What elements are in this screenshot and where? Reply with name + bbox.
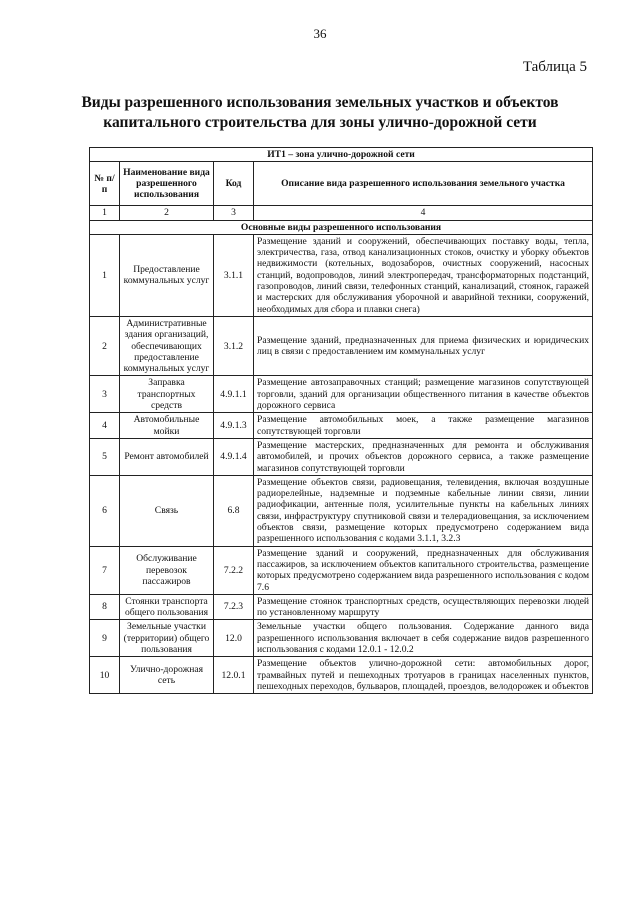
table-row [90,546,593,594]
row-number: 3 [90,376,120,413]
use-type-code: 4.9.1.3 [214,413,254,439]
column-index: 3 [214,206,254,220]
use-type-description: Размещение автомобильных моек, а также размещение магазинов сопутствующей торговли [254,413,593,439]
row-number: 2 [90,316,120,375]
column-index: 4 [254,206,593,220]
column-header-row [90,162,593,206]
use-type-code: 4.9.1.1 [214,376,254,413]
row-number: 8 [90,594,120,620]
row-number: 1 [90,234,120,316]
table-row [90,234,593,316]
row-number: 9 [90,620,120,657]
column-header-desc: Описание вида разрешенного использования земельного участка [254,162,593,206]
use-type-description: Размещение зданий и сооружений, предназначенных для обслуживания пассажиров, за исключением объектов капитального строительства, размещение которых предусмотрено содержанием вида разрешенного использования с кодом 7.6 [254,546,593,594]
row-number: 10 [90,657,120,694]
column-index-row [90,206,593,220]
use-type-description: Размещение мастерских, предназначенных для ремонта и обслуживания автомобилей, и прочих объектов дорожного сервиса, а также размещение магазинов сопутствующей торговли [254,438,593,475]
table-row [90,657,593,694]
row-number: 5 [90,438,120,475]
table-row [90,438,593,475]
use-type-description: Размещение зданий, предназначенных для приема физических и юридических лиц в связи с предоставлением им коммунальных услуг [254,316,593,375]
zone-header-row [90,148,593,162]
use-type-name: Ремонт автомобилей [120,438,214,475]
use-type-code: 7.2.2 [214,546,254,594]
use-type-name: Предоставление коммунальных услуг [120,234,214,316]
table-row [90,594,593,620]
column-header-num: № п/п [90,162,120,206]
use-type-description: Земельные участки общего пользования. Содержание данного вида разрешенного использования включает в себя содержание видов разрешенного использования с кодами 12.0.1 - 12.0.2 [254,620,593,657]
row-number: 7 [90,546,120,594]
column-header-name: Наименование вида разрешенного использования [120,162,214,206]
use-type-description: Размещение объектов улично-дорожной сети: автомобильных дорог, трамвайных путей и пешеходных тротуаров в границах населенных пунктов, пешеходных переходов, бульваров, площадей, проездов, велодорожек и объектов [254,657,593,694]
row-number: 4 [90,413,120,439]
use-type-name: Обслуживание перевозок пассажиров [120,546,214,594]
section-header: Основные виды разрешенного использования [90,220,593,234]
use-type-code: 7.2.3 [214,594,254,620]
use-type-description: Размещение объектов связи, радиовещания, телевидения, включая воздушные радиорелейные, надземные и подземные кабельные линии связи, линии радиофикации, антенные поля, усилительные пункты на кабельных линиях связи, инфраструктуру спутниковой связи и телерадиовещания, за исключением объектов связи, размещение которых предусмотрено содержанием вида разрешенного использования с кодами 3.1.1, 3.2.3 [254,475,593,546]
column-index: 2 [120,206,214,220]
page-number: 36 [313,26,327,41]
use-type-description: Размещение зданий и сооружений, обеспечивающих поставку воды, тепла, электричества, газа, отвод канализационных стоков, очистку и уборку объектов недвижимости (котельных, водозаборов, очистных сооружений, насосных станций, водопроводов, линий электропередач, трансформаторных подстанций, газопроводов, линий связи, телефонных станций, канализаций, стоянок, гаражей и мастерских для обслуживания уборочной и аварийной техники, сооружений, необходимых для сбора и плавки снега) [254,234,593,316]
table-row [90,413,593,439]
use-type-name: Заправка транспортных средств [120,376,214,413]
use-type-code: 12.0 [214,620,254,657]
zone-header: ИТ1 – зона улично-дорожной сети [90,148,593,162]
document-title: Виды разрешенного использования земельных участков и объектов капитального строительства для зоны улично-дорожной сети [81,94,559,131]
table-row [90,475,593,546]
use-type-name: Земельные участки (территории) общего пользования [120,620,214,657]
use-type-name: Стоянки транспорта общего пользования [120,594,214,620]
use-type-code: 6.8 [214,475,254,546]
use-type-name: Связь [120,475,214,546]
use-type-code: 3.1.2 [214,316,254,375]
use-type-name: Автомобильные мойки [120,413,214,439]
table-row [90,376,593,413]
table-row [90,316,593,375]
table-label: Таблица 5 [522,59,587,75]
column-header-code: Код [214,162,254,206]
use-type-name: Улично-дорожная сеть [120,657,214,694]
use-type-code: 4.9.1.4 [214,438,254,475]
use-type-code: 3.1.1 [214,234,254,316]
row-number: 6 [90,475,120,546]
section-header-row [90,220,593,234]
use-type-name: Административные здания организаций, обеспечивающих предоставление коммунальных услуг [120,316,214,375]
use-type-description: Размещение автозаправочных станций; размещение магазинов сопутствующей торговли, зданий для организации общественного питания в качестве объектов дорожного сервиса [254,376,593,413]
column-index: 1 [90,206,120,220]
use-type-code: 12.0.1 [214,657,254,694]
land-use-table [89,147,593,694]
use-type-description: Размещение стоянок транспортных средств, осуществляющих перевозки людей по установленному маршруту [254,594,593,620]
table-row [90,620,593,657]
